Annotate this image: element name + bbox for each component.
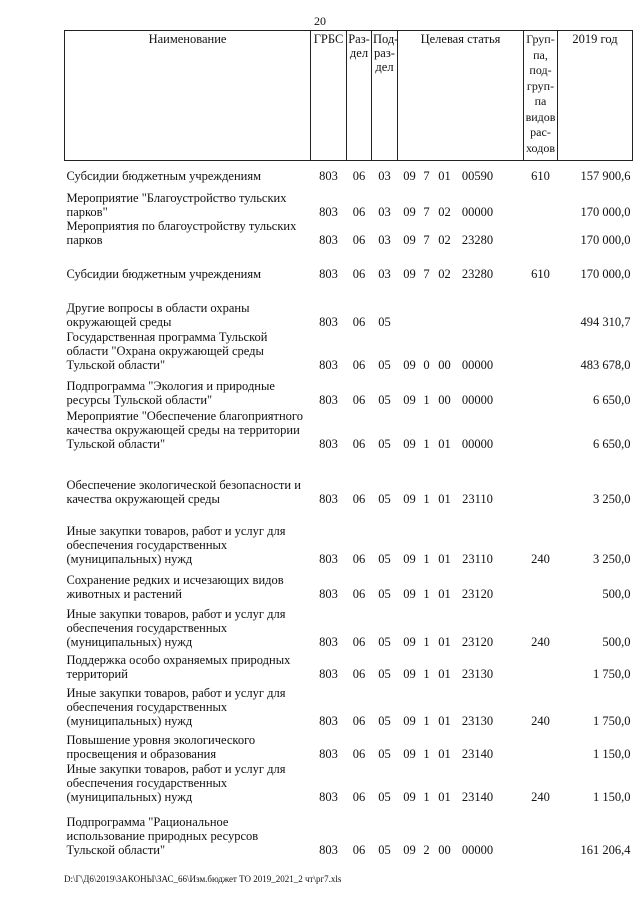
row-target-article [398,566,524,601]
row-expense-group [524,183,558,219]
row-name: Мероприятия по благоустройству тульских парков [66,218,297,247]
row-grbs: 803 [319,204,338,219]
target-article-part: 1 [423,666,430,681]
target-article-part: 23140 [461,789,494,804]
row-target-article [398,219,524,247]
row-sum-2019: 170 000,0 [580,232,631,247]
table-row [65,649,633,681]
row-target-article [398,804,524,857]
header-razdel: Раз-дел [347,31,372,161]
row-sum-2019: 157 900,6 [580,168,631,183]
row-sum-2019: 170 000,0 [580,204,631,219]
table-row [65,728,633,761]
row-razdel: 06 [352,713,366,728]
target-article-part: 09 [403,266,416,281]
row-expense-group [524,728,558,761]
target-article-part: 00000 [461,842,494,857]
row-podrazdel: 03 [378,204,391,219]
target-article-part: 1 [423,586,430,601]
row-sum-2019: 1 750,0 [593,666,631,681]
row-expense-group: 240 [531,551,550,566]
row-expense-group [524,329,558,372]
row-razdel: 06 [352,168,366,183]
target-article-part: 23110 [462,551,493,566]
target-article-part: 09 [403,746,416,761]
row-target-article [398,372,524,407]
row-name: Сохранение редких и исчезающих видов животных и растений [66,572,284,601]
row-podrazdel: 05 [378,842,391,857]
row-razdel: 06 [352,634,366,649]
row-grbs: 803 [319,551,338,566]
table-row [65,372,633,407]
target-article-part: 00000 [461,392,494,407]
target-article-part: 7 [423,168,430,183]
header-podrazdel: Под-раз-дел [372,31,398,161]
table-row [65,451,633,506]
row-expense-group [524,407,558,451]
target-article-part: 1 [423,551,430,566]
target-article-part: 01 [438,789,451,804]
row-expense-group: 240 [531,789,550,804]
target-article-part: 1 [423,436,430,451]
target-article-part: 00000 [461,436,494,451]
row-podrazdel: 05 [378,634,391,649]
row-expense-group: 240 [531,634,550,649]
target-article-part: 0 [423,357,430,372]
target-article-part: 09 [403,789,416,804]
row-name: Иные закупки товаров, работ и услуг для обеспечения государственных (муниципальных) нужд [66,761,286,804]
row-sum-2019: 3 250,0 [593,551,631,566]
target-article-part: 09 [403,713,416,728]
header-target-article: Целевая статья [398,31,524,161]
budget-table [64,30,633,857]
row-target-article [398,728,524,761]
row-grbs: 803 [319,491,338,506]
table-row [65,161,633,183]
target-article-part: 09 [403,842,416,857]
row-target-article [398,161,524,183]
row-sum-2019: 6 650,0 [593,436,631,451]
target-article-part: 01 [438,586,451,601]
table-row [65,506,633,566]
target-article-part: 23130 [461,713,494,728]
target-article-part: 02 [438,204,451,219]
row-podrazdel: 05 [378,666,391,681]
row-name: Подпрограмма "Рациональное использование природных ресурсов Тульской области" [66,814,259,857]
target-article-part: 09 [403,204,416,219]
row-name: Государственная программа Тульской области "Охрана окружающей среды Тульской области" [66,329,268,372]
header-expense-group: Груп-па, под-груп-па видов рас-ходов [524,31,558,161]
target-article-part: 01 [438,168,451,183]
target-article-part: 09 [403,232,416,247]
target-article-part: 09 [403,392,416,407]
row-grbs: 803 [319,713,338,728]
row-podrazdel: 05 [378,392,391,407]
table-row [65,281,633,329]
target-article-part: 01 [438,746,451,761]
target-article-part: 23280 [461,232,494,247]
target-article-part: 1 [423,392,430,407]
row-expense-group [524,566,558,601]
row-podrazdel: 03 [378,168,391,183]
row-expense-group: 610 [531,168,550,183]
row-razdel: 06 [352,586,366,601]
row-razdel: 06 [352,491,366,506]
target-article-part: 09 [403,551,416,566]
row-expense-group [524,649,558,681]
target-article-part: 02 [438,266,451,281]
row-expense-group [524,281,558,329]
row-sum-2019: 170 000,0 [580,266,631,281]
row-expense-group: 240 [531,713,550,728]
row-razdel: 06 [352,266,366,281]
row-razdel: 06 [352,314,366,329]
table-row [65,566,633,601]
table-header-row [65,31,633,161]
target-article-part: 1 [423,713,430,728]
row-razdel: 06 [352,746,366,761]
row-grbs: 803 [319,586,338,601]
row-podrazdel: 05 [378,491,391,506]
row-podrazdel: 05 [378,746,391,761]
row-razdel: 06 [352,232,366,247]
target-article-part: 09 [403,357,416,372]
row-target-article [398,407,524,451]
target-article-part: 00590 [461,168,494,183]
target-article-part: 23140 [461,746,494,761]
row-grbs: 803 [319,746,338,761]
target-article-part: 09 [403,634,416,649]
target-article-part: 2 [423,842,430,857]
header-name: Наименование [65,31,311,161]
row-razdel: 06 [352,551,366,566]
row-target-article [398,761,524,804]
row-target-article [398,247,524,281]
target-article-part: 00 [438,392,451,407]
row-target-article [398,601,524,649]
row-razdel: 06 [352,204,366,219]
table-row [65,804,633,857]
table-row [65,183,633,219]
row-grbs: 803 [319,436,338,451]
row-target-article [398,183,524,219]
table-row [65,761,633,804]
header-grbs: ГРБС [311,31,347,161]
target-article-part: 23120 [461,634,494,649]
row-name: Мероприятие "Благоустройство тульских парков" [66,190,287,219]
row-podrazdel: 03 [378,232,391,247]
row-grbs: 803 [319,634,338,649]
target-article-part: 01 [438,436,451,451]
row-podrazdel: 05 [378,314,391,329]
row-razdel: 06 [352,666,366,681]
target-article-part: 00 [438,357,451,372]
row-sum-2019: 161 206,4 [580,842,631,857]
row-grbs: 803 [319,789,338,804]
row-name: Субсидии бюджетным учреждениям [66,168,262,183]
table-row [65,219,633,247]
row-expense-group [524,219,558,247]
row-sum-2019: 1 150,0 [593,789,631,804]
row-name: Обеспечение экологической безопасности и качества окружающей среды [66,477,301,506]
row-target-article [398,681,524,728]
target-article-part: 01 [438,713,451,728]
target-article-part: 09 [403,666,416,681]
row-name: Иные закупки товаров, работ и услуг для обеспечения государственных (муниципальных) нужд [66,606,286,649]
target-article-part: 23110 [462,491,493,506]
target-article-part: 00 [438,842,451,857]
row-name: Поддержка особо охраняемых природных территорий [66,652,291,681]
target-article-part: 7 [423,266,430,281]
target-article-part: 01 [438,634,451,649]
row-podrazdel: 05 [378,436,391,451]
row-target-article [398,281,524,329]
target-article-part: 01 [438,491,451,506]
target-article-part: 09 [403,168,416,183]
row-expense-group [524,804,558,857]
row-grbs: 803 [319,392,338,407]
row-grbs: 803 [319,314,338,329]
row-sum-2019: 3 250,0 [593,491,631,506]
target-article-part: 01 [438,551,451,566]
row-name: Другие вопросы в области охраны окружающей среды [66,300,250,329]
row-sum-2019: 494 310,7 [580,314,631,329]
table-row [65,601,633,649]
target-article-part: 1 [423,634,430,649]
table-row [65,329,633,372]
row-podrazdel: 05 [378,357,391,372]
row-podrazdel: 05 [378,789,391,804]
row-grbs: 803 [319,266,338,281]
target-article-part: 23120 [461,586,494,601]
target-article-part: 09 [403,491,416,506]
table-row [65,247,633,281]
row-target-article [398,506,524,566]
table-body [65,161,633,857]
row-grbs: 803 [319,666,338,681]
target-article-part: 01 [438,666,451,681]
row-target-article [398,649,524,681]
row-sum-2019: 500,0 [602,634,631,649]
target-article-part: 09 [403,586,416,601]
row-podrazdel: 05 [378,713,391,728]
row-podrazdel: 05 [378,586,391,601]
row-razdel: 06 [352,842,366,857]
row-target-article [398,451,524,506]
target-article-part: 1 [423,491,430,506]
row-razdel: 06 [352,392,366,407]
target-article-part: 00000 [461,357,494,372]
row-podrazdel: 05 [378,551,391,566]
row-sum-2019: 1 150,0 [593,746,631,761]
target-article-part: 1 [423,746,430,761]
row-grbs: 803 [319,357,338,372]
row-sum-2019: 500,0 [602,586,631,601]
row-grbs: 803 [319,168,338,183]
row-expense-group [524,451,558,506]
target-article-part: 7 [423,232,430,247]
target-article-part: 23280 [461,266,494,281]
target-article-part: 1 [423,789,430,804]
target-article-part: 09 [403,436,416,451]
row-name: Подпрограмма "Экология и природные ресурсы Тульской области" [66,378,275,407]
header-year-2019: 2019 год [558,31,633,161]
row-name: Иные закупки товаров, работ и услуг для обеспечения государственных (муниципальных) нужд [66,523,286,566]
row-name: Повышение уровня экологического просвещения и образования [66,732,256,761]
row-name: Субсидии бюджетным учреждениям [66,266,262,281]
page-number: 20 [314,14,326,28]
row-sum-2019: 483 678,0 [580,357,631,372]
row-razdel: 06 [352,789,366,804]
row-sum-2019: 1 750,0 [593,713,631,728]
row-name: Иные закупки товаров, работ и услуг для обеспечения государственных (муниципальных) нужд [66,685,286,728]
row-expense-group: 610 [531,266,550,281]
row-razdel: 06 [352,357,366,372]
table-row [65,681,633,728]
row-expense-group [524,372,558,407]
target-article-part: 23130 [461,666,494,681]
row-razdel: 06 [352,436,366,451]
row-grbs: 803 [319,842,338,857]
file-path-footer: D:\Г\Д6\2019\ЗАКОНЫ\ЗАС_66\Изм.бюджет ТО 2019_2021_2 чт\рг7.xls [64,874,342,884]
target-article-part: 00000 [461,204,494,219]
row-target-article [398,329,524,372]
table-row [65,407,633,451]
row-sum-2019: 6 650,0 [593,392,631,407]
target-article-part: 02 [438,232,451,247]
row-podrazdel: 03 [378,266,391,281]
row-name: Мероприятие "Обеспечение благоприятного качества окружающей среды на территории Тульской области" [66,408,303,451]
target-article-part: 7 [423,204,430,219]
row-grbs: 803 [319,232,338,247]
